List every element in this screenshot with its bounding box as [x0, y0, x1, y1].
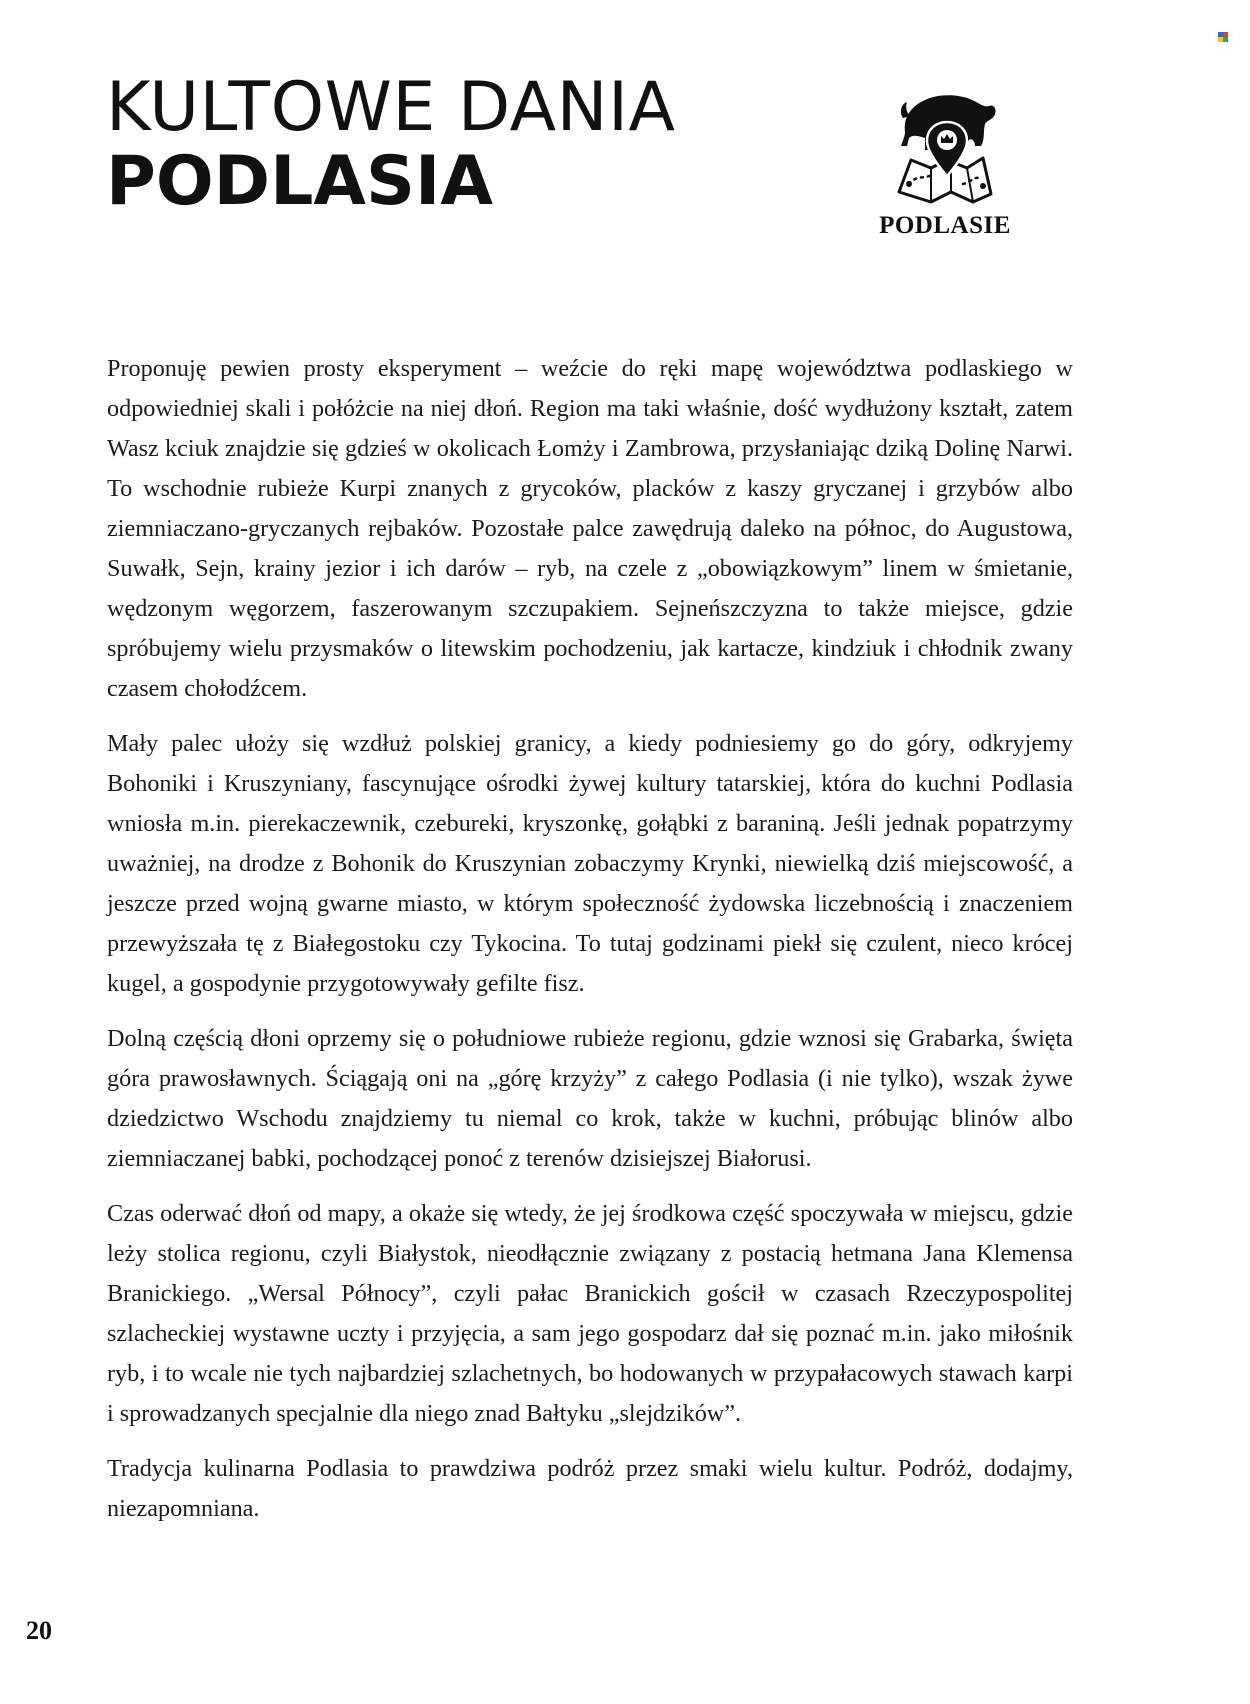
paragraph: Czas oderwać dłoń od mapy, a okaże się wtedy, że jej środkowa część spoczywała w miejscu, gdzie leży stolica regionu, czyli Białystok, nieodłącznie związany z postacią hetmana Jana Klemensa Branickiego. „Wersal Północy”, czyli pałac Branickich gościł w czasach Rzeczypospolitej szlacheckiej wystawne uczty i przyjęcia, a sam jego gospodarz dał się poznać m.in. jako miłośnik ryb, i to wcale nie tych najbardziej szlachetnych, bo hodowanych w przypałacowych stawach karpi i sprowadzanych specjalnie dla niego znad Bałtyku „slejdzików”.: [107, 1200, 1073, 1427]
paragraph: Proponuję pewien prosty eksperyment – weźcie do ręki mapę województwa podlaskiego w odpowiedniej skali i połóżcie na niej dłoń. Region ma taki właśnie, dość wydłużony kształt, zatem Wasz kciuk znajdzie się gdzieś w okolicach Łomży i Zambrowa, przysłaniając dziką Dolinę Narwi. To wschodnie rubieże Kurpi znanych z grycoków, placków z kaszy gryczanej i grzybów albo ziemniaczano-gryczanych rejbaków. Pozostałe palce zawędrują daleko na północ, do Augustowa, Suwałk, Sejn, krainy jezior i ich darów – ryb, na czele z „obowiązkowym” linem w śmietanie, wędzonym węgorzem, faszerowanym szczupakiem. Sejneńszczyzna to także miejsce, gdzie spróbujemy wielu przysmaków o litewskim pochodzeniu, jak kartacze, kindziuk i chłodnik zwany czasem chołodźcem.: [107, 355, 1073, 702]
page-title: [106, 68, 676, 221]
paragraph: Tradycja kulinarna Podlasia to prawdziwa podróż przez smaki wielu kultur. Podróż, dodajmy, niezapomniana.: [107, 1455, 1073, 1522]
title-line-1: KULTOWE DANIA: [106, 68, 676, 147]
title-line-2: PODLASIA: [106, 142, 493, 221]
paragraph: Dolną częścią dłoni oprzemy się o południowe rubieże regionu, gdzie wznosi się Grabarka, święta góra prawosławnych. Ściągają oni na „górę krzyży” z całego Podlasia (i nie tylko), wszak żywe dziedzictwo Wschodu znajdziemy tu niemal co krok, także w kuchni, próbując blinów albo ziemniaczanej babki, pochodzącej ponoć z terenów dzisiejszej Białorusi.: [107, 1025, 1073, 1172]
page-number: 20: [26, 1616, 52, 1645]
article-body: [107, 349, 1073, 1544]
color-registration-icon: [1218, 32, 1228, 42]
region-logo: [860, 88, 1030, 258]
paragraph: Mały palec ułoży się wzdłuż polskiej granicy, a kiedy podniesiemy go do góry, odkryjemy Bohoniki i Kruszyniany, fascynujące ośrodki żywej kultury tatarskiej, która do kuchni Podlasia wniosła m.in. pierekaczewnik, czebureki, kryszonkę, gołąbki z baraniną. Jeśli jednak popatrzymy uważniej, na drodze z Bohonik do Kruszynian zobaczymy Krynki, niewielką dziś miejscowość, a jeszcze przed wojną gwarne miasto, w którym społeczność żydowska liczebnością i znaczeniem przewyższała tę z Białegostoku czy Tykocina. To tutaj godzinami piekł się czulent, nieco krócej kugel, a gospodynie przygotowywały gefilte fisz.: [107, 730, 1073, 997]
logo-label: PODLASIE: [879, 212, 1011, 239]
bison-map-pin-icon: [885, 88, 1005, 208]
